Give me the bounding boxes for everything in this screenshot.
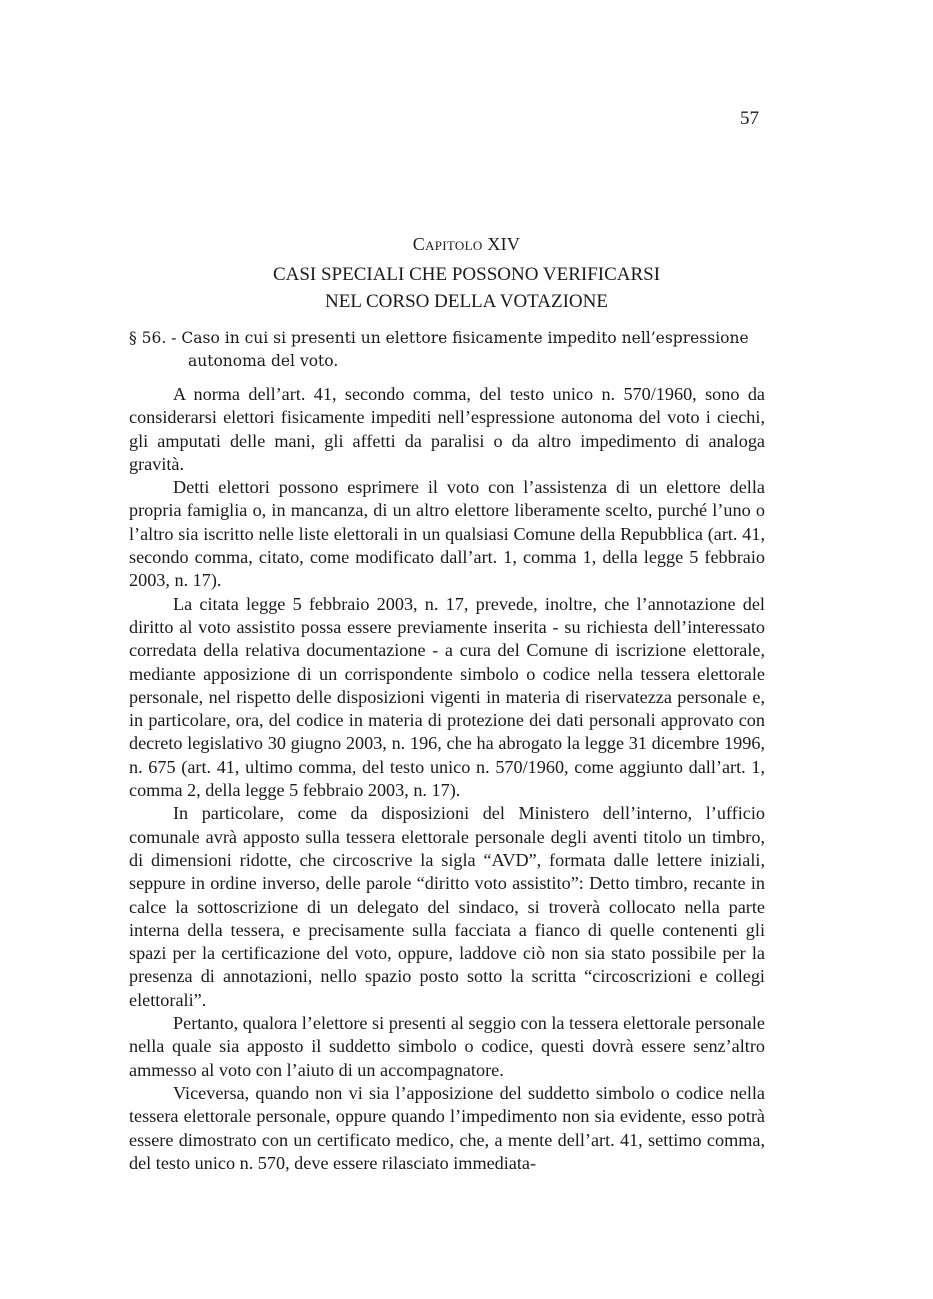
body-text [129,383,765,1175]
section-heading: § 56. - Caso in cui si presenti un elettore fisicamente impedito nell’espressione autonoma del voto. [129,329,749,370]
chapter-title-line-2: NEL CORSO DELLA VOTAZIONE [325,291,608,312]
chapter-label: Capitolo XIV [412,234,521,254]
paragraph: Viceversa, quando non vi sia l’apposizione del suddetto simbolo o codice nella tessera elettorale personale, oppure quando l’impedimento non sia evidente, esso potrà essere dimostrato con un certificato medico, che, a mente dell’art. 41, settimo comma, del testo unico n. 570, deve essere rilasciato immediata- [129,1082,765,1173]
paragraph: La citata legge 5 febbraio 2003, n. 17, prevede, inoltre, che l’annotazione del diritto al voto assistito possa essere previamente inserita - su richiesta dell’interessato corredata della relativa documentazione - a cura del Comune di iscrizione elettorale, mediante apposizione di un corrispondente simbolo o codice nella tessera elettorale personale, nel rispetto delle disposizioni vigenti in materia di riservatezza personale e, in particolare, ora, del codice in materia di protezione dei dati personali approvato con decreto legislativo 30 giugno 2003, n. 196, che ha abrogato la legge 31 dicembre 1996, n. 675 (art. 41, ultimo comma, del testo unico n. 570/1960, come aggiunto dall’art. 1, comma 2, della legge 5 febbraio 2003, n. 17). [129,593,765,801]
chapter-title-line-1: CASI SPECIALI CHE POSSONO VERIFICARSI [272,264,661,285]
paragraph: In particolare, come da disposizioni del Ministero dell’interno, l’ufficio comunale avrà apposto sulla tessera elettorale personale degli aventi titolo un timbro, di dimensioni ridotte, che circoscrive la sigla “AVD”, formata dalle lettere iniziali, seppure in ordine inverso, delle parole “diritto voto assistito”: Detto timbro, recante in calce la sottoscrizione di un delegato del sindaco, si troverà collocato nella parte interna della tessera, e precisamente sulla facciata a fianco di quelle contenenti gli spazi per la certificazione del voto, oppure, laddove ciò non sia stato possibile per la presenza di annotazioni, nello spazio posto sotto la scritta “circoscrizioni e collegi elettorali”. [129,803,765,1010]
page-number: 57 [740,108,759,129]
chapter-header [0,232,933,315]
paragraph: Pertanto, qualora l’elettore si presenti al seggio con la tessera elettorale personale nella quale sia apposto il suddetto simbolo o codice, questi dovrà essere senz’altro ammesso al voto con l’aiuto di un accompagnatore. [129,1013,765,1080]
paragraph: A norma dell’art. 41, secondo comma, del testo unico n. 570/1960, sono da considerarsi elettori fisicamente impediti nell’espressione autonoma del voto i ciechi, gli amputati delle mani, gli affetti da paralisi o da altro impedimento di analoga gravità. [129,384,765,474]
paragraph: Detti elettori possono esprimere il voto con l’assistenza di un elettore della propria famiglia o, in mancanza, di un altro elettore liberamente scelto, purché l’uno o l’altro sia iscritto nelle liste elettorali in un qualsiasi Comune della Repubblica (art. 41, secondo comma, citato, come modificato dall’art. 1, comma 1, della legge 5 febbraio 2003, n. 17). [129,477,765,591]
